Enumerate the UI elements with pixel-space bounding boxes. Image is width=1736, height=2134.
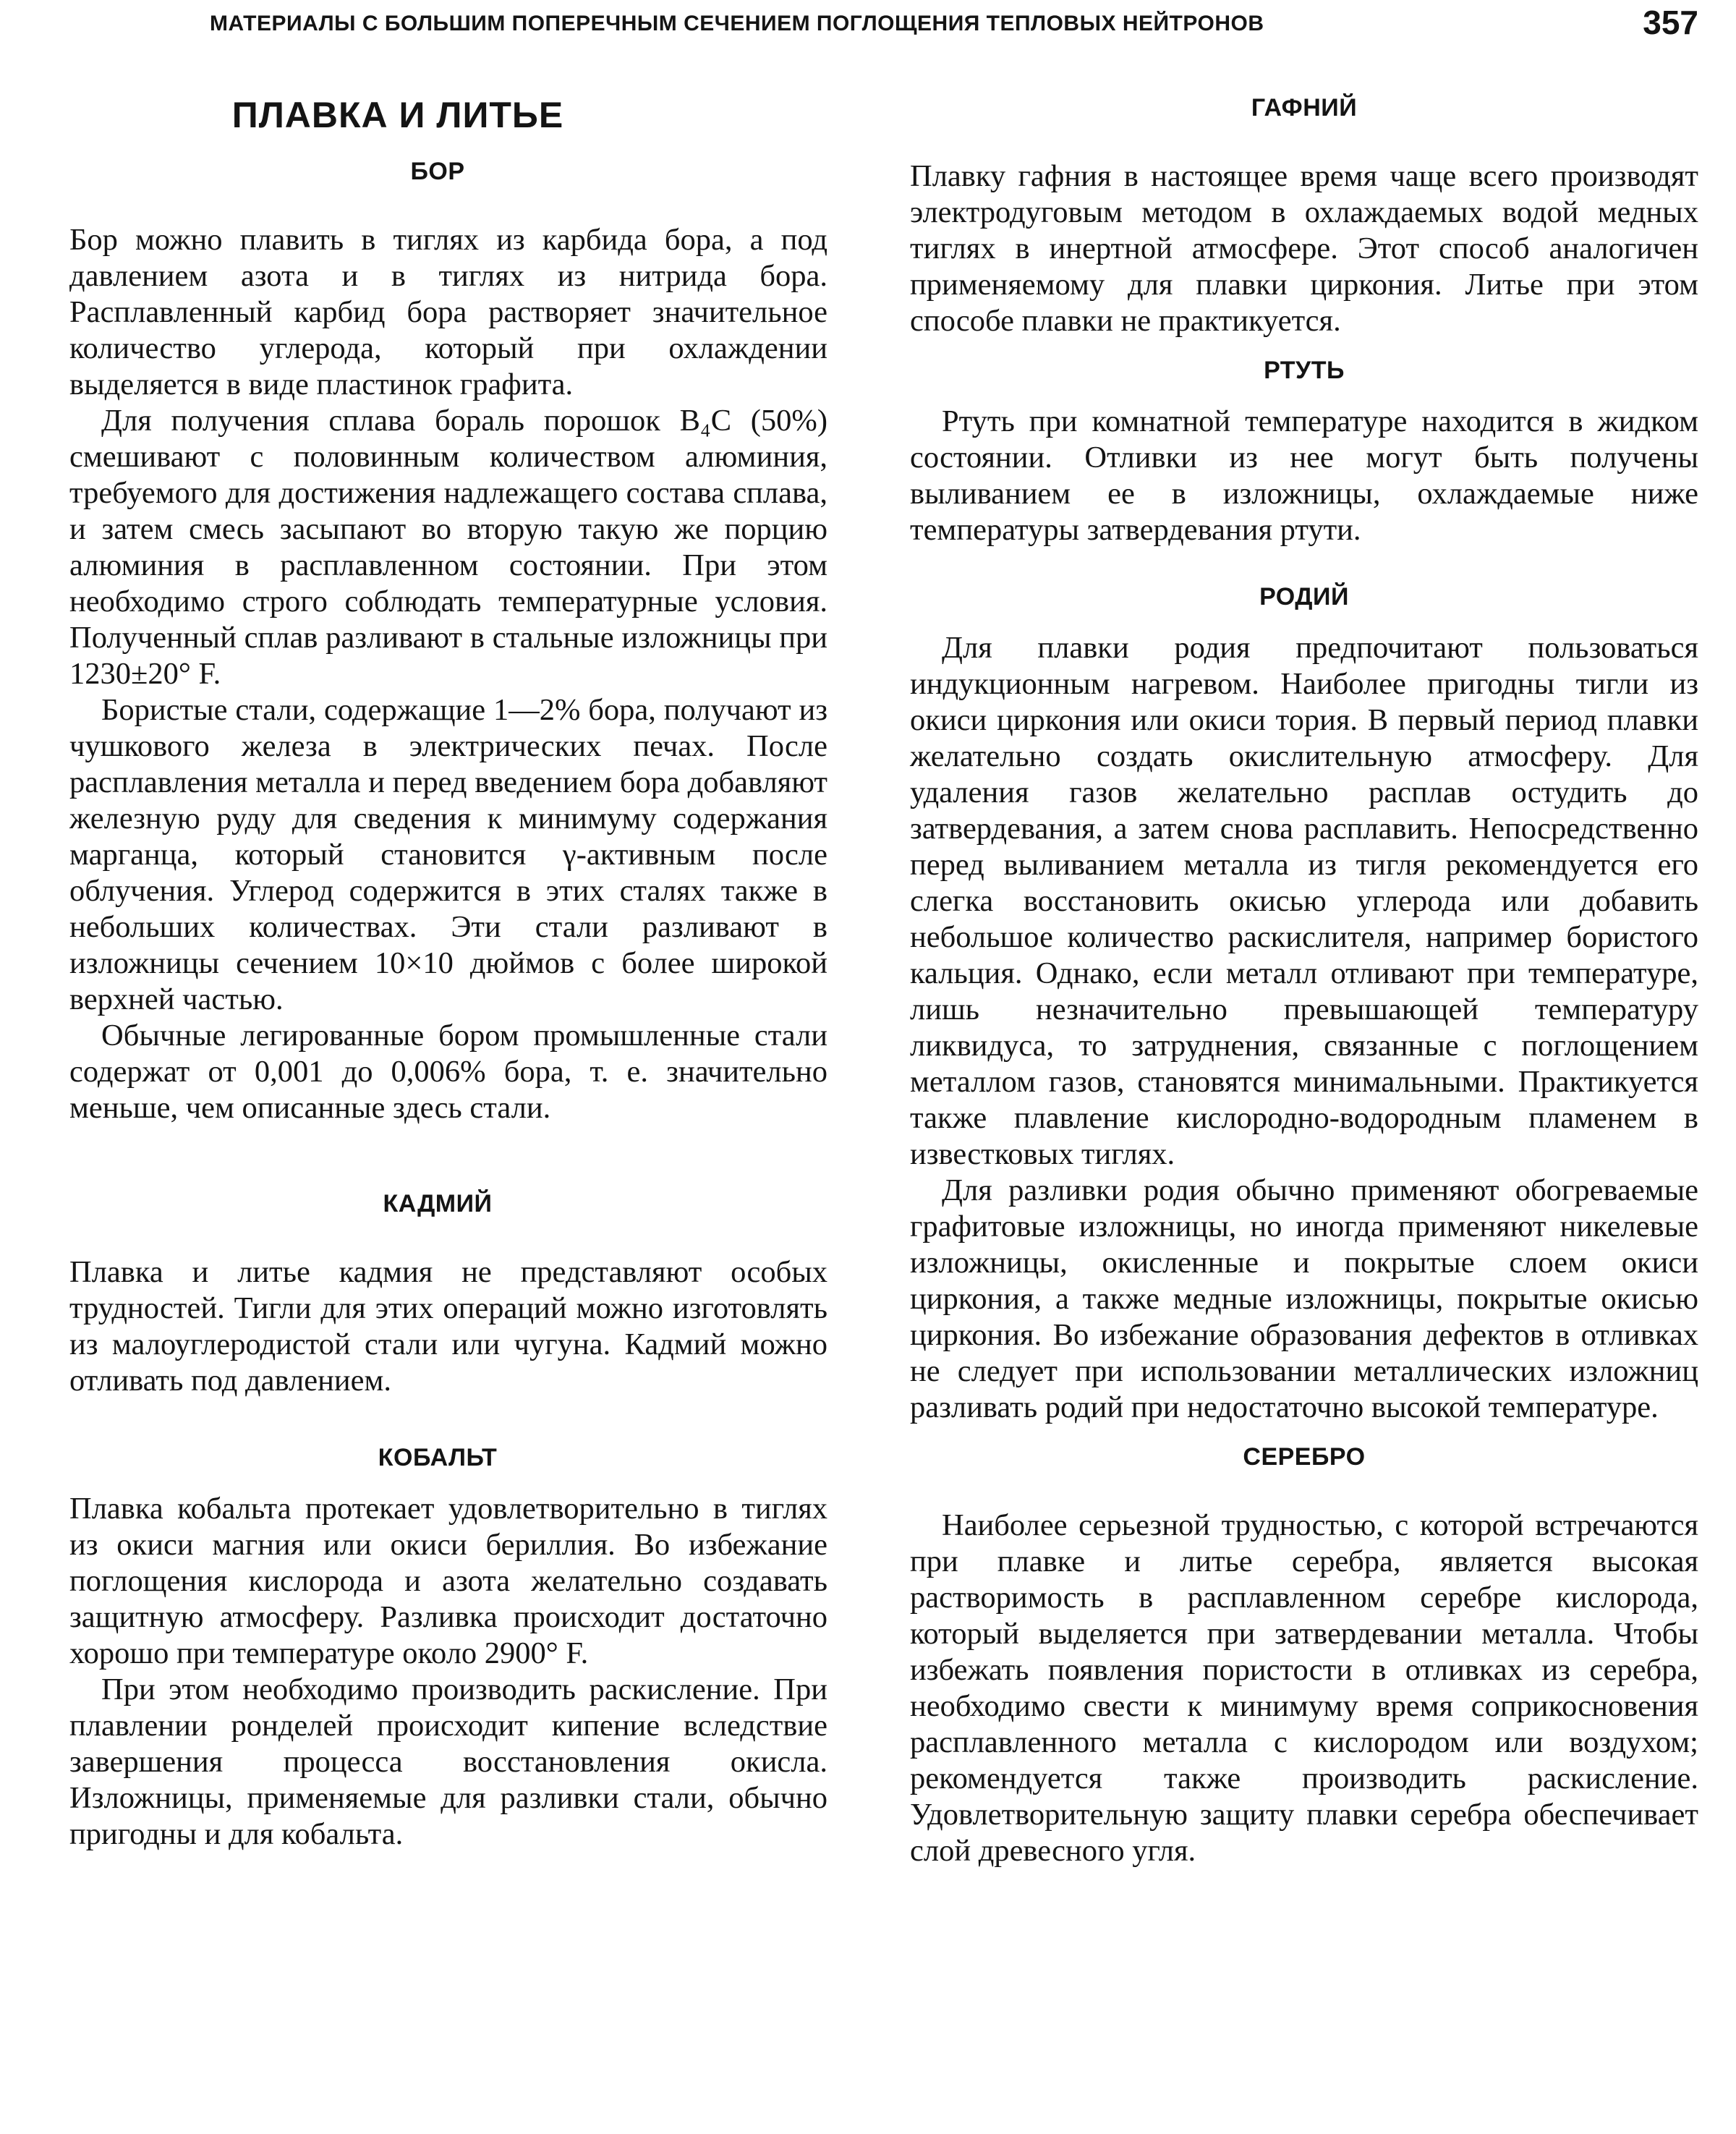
section-heading-cadmium: КАДМИЙ — [383, 1190, 493, 1217]
paragraph: При этом необходимо производить раскисление. При плавлении ронделей происходит кипение вследствие завершения процесса восстановления окисла. Изложницы, применяемые для разливки стали, обычно пригодны и для кобальта. — [69, 1672, 827, 1851]
section-heading-mercury: РТУТЬ — [1264, 357, 1345, 384]
paragraph: Для плавки родия предпочитают пользоваться индукционным нагревом. Наиболее пригодны тигли из окиси циркония или окиси тория. В первый период плавки желательно создать окислительную атмосферу. Для удаления газов желательно расплав остудить до затвердевания, а затем снова расплавить. Непосредственно перед выливанием металла из тигля рекомендуется его слегка восстановить окисью углерода или добавить небольшое количество раскислителя, например бористого кальция. Однако, если металл отливают при температуре, лишь незначительно превышающей температуру ликвидуса, то затруднения, связанные с поглощением металлом газов, становятся минимальными. Практикуется также плавление кислородно-водородным пламенем в известковых тиглях. — [910, 631, 1698, 1171]
paragraph: Плавка кобальта протекает удовлетворительно в тиглях из окиси магния или окиси бериллия. Во избежание поглощения кислорода и азота желательно создавать защитную атмосферу. Разливка происходит достаточно хорошо при температуре около 2900° F. — [69, 1492, 827, 1670]
section-heading-boron: БОР — [410, 158, 465, 185]
paragraph: Плавка и литье кадмия не представляют особых трудностей. Тигли для этих операций можно изготовлять из малоуглеродистой стали или чугуна. Кадмий можно отливать под давлением. — [69, 1255, 827, 1398]
paragraph: Плавку гафния в настоящее время чаще всего производят электродуговым методом в охлаждаемых водой медных тиглях в инертной атмосфере. Этот способ аналогичен применяемому для плавки циркония. Литье при этом способе плавки не практикуется. — [910, 159, 1698, 338]
paragraph: Бористые стали, содержащие 1—2% бора, получают из чушкового железа в электрических печах. После расплавления металла и перед введением бора добавляют железную руду для сведения к минимуму содержания марганца, который становится γ-активным после облучения. Углерод содержится в этих сталях также в небольших количествах. Эти стали разливают в изложницы сечением 10×10 дюймов с более широкой верхней частью. — [69, 693, 827, 1016]
section-heading-silver: СЕРЕБРО — [1243, 1443, 1366, 1471]
left-column — [69, 94, 827, 1853]
paragraph: Для разливки родия обычно применяют обогреваемые графитовые изложницы, но иногда применяют никелевые изложницы, окисленные и покрытые слоем окиси циркония, а также медные изложницы, покрытые окисью циркония. Во избежание образования дефектов в отливках не следует при использовании металлических изложниц разливать родий при недостаточно высокой температуре. — [910, 1173, 1698, 1424]
section-cadmium — [69, 1190, 827, 1399]
section-hafnium — [910, 94, 1698, 339]
section-silver — [910, 1443, 1698, 1869]
section-boron — [69, 158, 827, 1126]
section-mercury — [910, 357, 1698, 548]
section-rhodium — [910, 583, 1698, 1426]
paragraph: Обычные легированные бором промышленные стали содержат от 0,001 до 0,006% бора, т. е. значительно меньше, чем описанные здесь стали. — [69, 1019, 827, 1125]
right-column — [910, 94, 1698, 1869]
running-header: МАТЕРИАЛЫ С БОЛЬШИМ ПОПЕРЕЧНЫМ СЕЧЕНИЕМ ПОГЛОЩЕНИЯ ТЕПЛОВЫХ НЕЙТРОНОВ — [210, 12, 1264, 35]
section-heading-cobalt: КОБАЛЬТ — [378, 1444, 498, 1471]
section-cobalt — [69, 1444, 827, 1853]
paragraph: Бор можно плавить в тиглях из карбида бора, а под давлением азота и в тиглях из нитрида бора. Расплавленный карбид бора растворяет значительное количество углерода, который при охлаждении выделяется в виде пластинок графита. — [69, 223, 827, 401]
paragraph: Для получения сплава бораль порошок B₄C (50%) смешивают с половинным количеством алюминия, требуемого для достижения надлежащего состава сплава, и затем смесь засыпают во вторую такую же порцию алюминия в расплавленном состоянии. При этом необходимо строго соблюдать температурные условия. Полученный сплав разливают в стальные изложницы при 1230±20° F. — [69, 404, 827, 691]
page-number: 357 — [1643, 4, 1698, 41]
chapter-title: ПЛАВКА И ЛИТЬЕ — [231, 95, 564, 135]
paragraph: Ртуть при комнатной температуре находится в жидком состоянии. Отливки из нее могут быть получены выливанием ее в изложницы, охлаждаемые ниже температуры затвердевания ртути. — [910, 404, 1698, 547]
paragraph: Наиболее серьезной трудностью, с которой встречаются при плавке и литье серебра, является высокая растворимость в расплавленном серебре кислорода, который выделяется при затвердевании металла. Чтобы избежать появления пористости в отливках из серебра, необходимо свести к минимуму время соприкосновения расплавленного металла с кислородом или воздухом; рекомендуется также производить раскисление. Удовлетворительную защиту плавки серебра обеспечивает слой древесного угля. — [910, 1508, 1698, 1868]
section-heading-rhodium: РОДИЙ — [1259, 583, 1349, 611]
section-heading-hafnium: ГАФНИЙ — [1251, 94, 1358, 122]
